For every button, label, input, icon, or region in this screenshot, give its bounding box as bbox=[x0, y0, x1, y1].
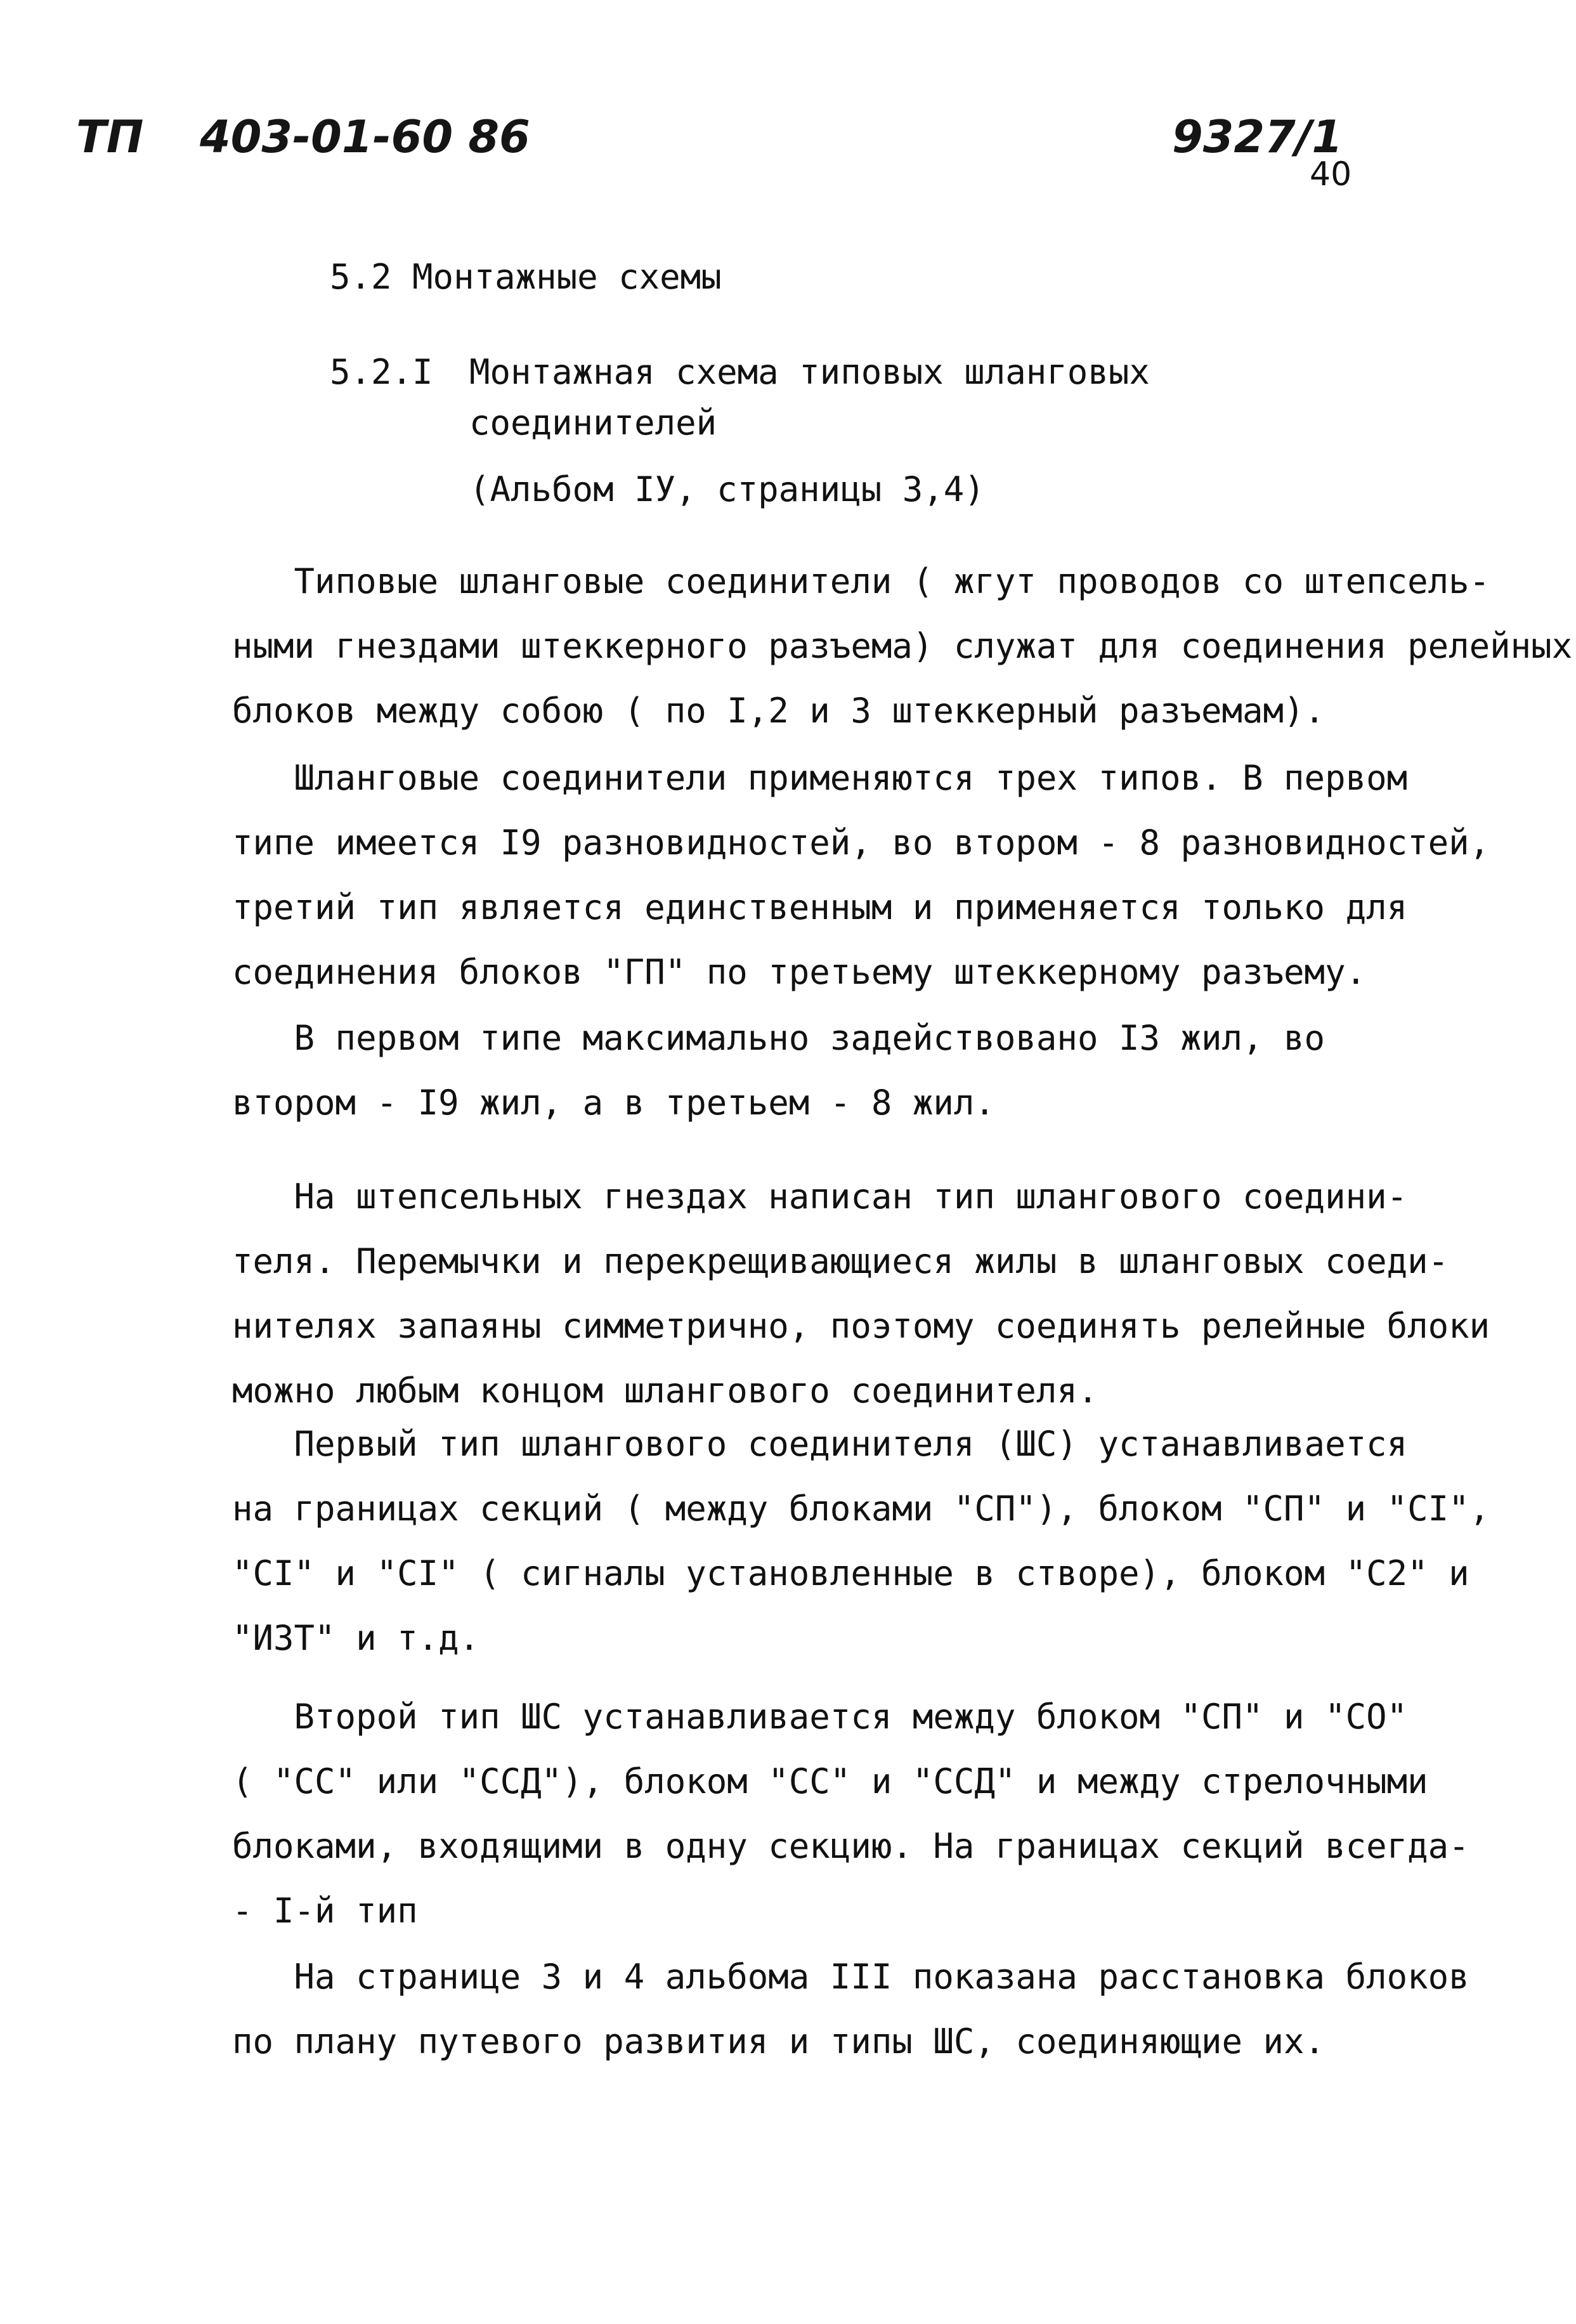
paragraph-line: Первый тип шлангового соединителя (ШС) устанавливается bbox=[232, 1424, 1408, 1464]
stamp-tp: ТП bbox=[76, 111, 144, 163]
subsection-reference: (Альбом IУ, страницы 3,4) bbox=[469, 469, 985, 509]
paragraph-line: Шланговые соединители применяются трех типов. В первом bbox=[232, 758, 1408, 798]
paragraph-line: нителях запаяны симметрично, поэтому соединять релейные блоки bbox=[232, 1306, 1490, 1346]
paragraph-7 bbox=[232, 1957, 1469, 2061]
paragraph-2 bbox=[232, 758, 1490, 992]
paragraph-line: теля. Перемычки и перекрещивающиеся жилы в шланговых соеди- bbox=[232, 1241, 1449, 1281]
paragraph-line: В первом типе максимально задействовано I3 жил, во bbox=[232, 1018, 1325, 1058]
stamp-document-code: 403-01-60 86 bbox=[200, 111, 530, 163]
paragraph-line: На странице 3 и 4 альбома III показана расстановка блоков bbox=[232, 1957, 1469, 1997]
paragraph-1 bbox=[232, 561, 1573, 731]
paragraph-line: ( "СС" или "ССД"), блоком "СС" и "ССД" и между стрелочными bbox=[232, 1761, 1428, 1801]
paragraph-line: по плану путевого развития и типы ШС, соединяющие их. bbox=[232, 2021, 1325, 2061]
paragraph-line: втором - I9 жил, а в третьем - 8 жил. bbox=[232, 1083, 995, 1123]
paragraph-line: - I-й тип bbox=[232, 1891, 418, 1931]
paragraph-4 bbox=[232, 1177, 1490, 1411]
page-number: 40 bbox=[1310, 155, 1352, 193]
paragraph-5 bbox=[232, 1424, 1490, 1658]
subsection-title-line-2: соединителей bbox=[469, 403, 717, 443]
paragraph-line: Второй тип ШС устанавливается между блоком "СП" и "СО" bbox=[232, 1697, 1408, 1737]
paragraph-line: соединения блоков "ГП" по третьему штеккерному разъему. bbox=[232, 952, 1367, 992]
paragraph-line: на границах секций ( между блоками "СП"), блоком "СП" и "СI", bbox=[232, 1489, 1490, 1529]
paragraph-line: третий тип является единственным и применяется только для bbox=[232, 887, 1408, 927]
paragraph-line: можно любым концом шлангового соединителя. bbox=[232, 1371, 1098, 1411]
paragraph-line: "СI" и "СI" ( сигналы установленные в створе), блоком "С2" и bbox=[232, 1553, 1469, 1593]
paragraph-line: типе имеется I9 разновидностей, во втором - 8 разновидностей, bbox=[232, 823, 1490, 863]
paragraph-line: Типовые шланговые соединители ( жгут проводов со штепсель- bbox=[232, 561, 1490, 601]
paragraph-6 bbox=[232, 1697, 1469, 1931]
paragraph-line: блоков между собою ( по I,2 и 3 штеккерный разъемам). bbox=[232, 691, 1325, 731]
paragraph-line: ными гнездами штеккерного разъема) служат для соединения релейных bbox=[232, 626, 1573, 666]
paragraph-line: блоками, входящими в одну секцию. На границах секций всегда- bbox=[232, 1826, 1469, 1866]
paragraph-line: На штепсельных гнездах написан тип шлангового соедини- bbox=[232, 1177, 1408, 1217]
subsection-number: 5.2.I bbox=[330, 352, 433, 392]
section-title: 5.2 Монтажные схемы bbox=[330, 257, 722, 297]
stamp-sheet-number: 9327/1 bbox=[1172, 111, 1343, 163]
subsection-title-line-1: Монтажная схема типовых шланговых bbox=[469, 352, 1150, 392]
paragraph-3 bbox=[232, 1018, 1325, 1123]
paragraph-line: "ИЗТ" и т.д. bbox=[232, 1618, 480, 1658]
